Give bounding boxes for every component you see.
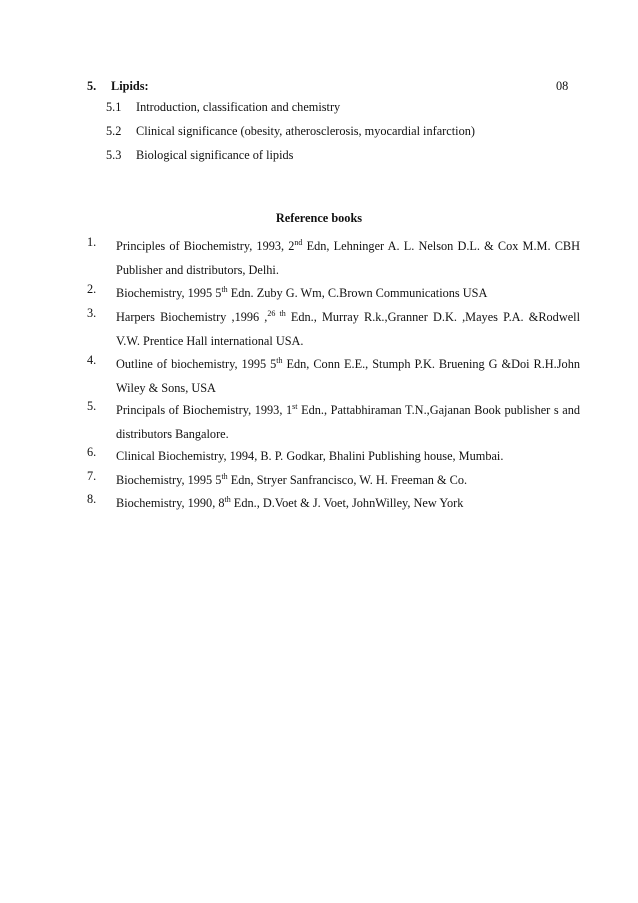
subtopic — [106, 100, 340, 115]
subtopic-text: Biological significance of lipids — [136, 148, 294, 162]
reference-number: 2. — [87, 282, 97, 296]
subtopic-text: Introduction, classification and chemistry — [136, 100, 341, 114]
reference-text: Harpers Biochemistry ,1996 ,$^{26 th}$ Edn., Murray R.k.,Granner D.K. ,Mayes P.A. &Rodwell V.W. Prentice Hall international USA. — [116, 308, 580, 348]
reference-text: Biochemistry, 1990, 8th Edn., D.Voet & J. Voet, JohnWilley, New York — [116, 494, 464, 510]
subtopic — [106, 148, 293, 163]
reference-text: Principles of Biochemistry, 1993, 2nd Edn, Lehninger A. L. Nelson D.L. & Cox M.M. CBH Publisher and distributors, Delhi. — [116, 237, 580, 277]
unit-heading — [87, 79, 149, 94]
reference-text: Biochemistry, 1995 5th Edn, Stryer Sanfrancisco, W. H. Freeman & Co. — [116, 471, 468, 487]
reference-number: 7. — [87, 469, 97, 483]
unit-hours: 08 — [556, 79, 569, 93]
reference-number: 4. — [87, 353, 97, 367]
subtopic-code: 5.3 — [106, 148, 122, 162]
subtopic-text: Clinical significance (obesity, atherosclerosis, myocardial infarction) — [136, 124, 475, 138]
subtopic-code: 5.1 — [106, 100, 122, 114]
subtopic — [106, 124, 475, 139]
reference-number: 1. — [87, 235, 97, 249]
reference-books-title: Reference books — [275, 211, 363, 225]
reference-number: 5. — [87, 399, 97, 413]
reference-number: 3. — [87, 306, 97, 320]
reference-text: Principals of Biochemistry, 1993, 1st Edn., Pattabhiraman T.N.,Gajanan Book publisher s and distributors Bangalore. — [116, 401, 580, 441]
reference-number: 8. — [87, 492, 97, 506]
reference-text: Outline of biochemistry, 1995 5th Edn, Conn E.E., Stumph P.K. Bruening G &Doi R.H.John Wiley & Sons, USA — [116, 355, 580, 395]
reference-text: Clinical Biochemistry, 1994, B. P. Godkar, Bhalini Publishing house, Mumbai. — [116, 449, 504, 463]
reference-text: Biochemistry, 1995 5th Edn. Zuby G. Wm, C.Brown Communications USA — [116, 284, 488, 300]
reference-number: 6. — [87, 445, 97, 459]
unit-title: Lipids: — [111, 79, 149, 93]
unit-number: 5. — [87, 79, 97, 93]
subtopic-code: 5.2 — [106, 124, 122, 138]
